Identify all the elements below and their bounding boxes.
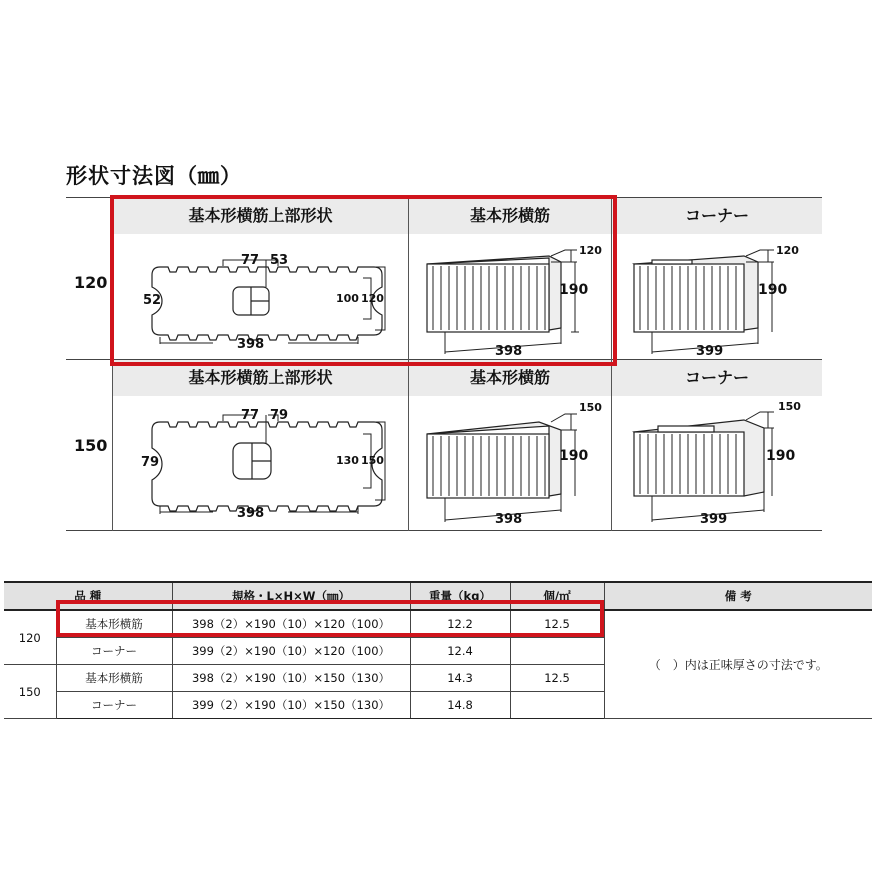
col-header-per-m2: 個/㎡ (510, 582, 604, 610)
top-opening-width-150: 77 (241, 408, 260, 423)
top-opening-width-120: 77 (241, 253, 260, 268)
top-end-depth-120: 52 (143, 293, 162, 308)
basic-height-150: 190 (559, 448, 589, 464)
cell-size: 398（2）×190（10）×150（130） (172, 665, 410, 692)
top-length-150: 398 (237, 506, 265, 521)
cell-per-m2: 12.5 (510, 610, 604, 638)
top-inner-width-120: 100 (336, 292, 359, 305)
basic-length-120: 398 (495, 344, 523, 359)
basic-width-150: 150 (579, 401, 602, 414)
cell-kind: コーナー (56, 692, 172, 719)
row-label-120: 120 (74, 273, 108, 292)
cell-size: 398（2）×190（10）×120（100） (172, 610, 410, 638)
top-outer-width-150: 150 (361, 454, 384, 467)
top-view-150 (113, 396, 408, 530)
cell-kind: コーナー (56, 638, 172, 665)
corner-view-120 (612, 234, 822, 359)
group-label-150: 150 (4, 665, 56, 719)
cell-kind: 基本形横筋 (56, 610, 172, 638)
cell-size: 399（2）×190（10）×150（130） (172, 692, 410, 719)
cell-weight: 14.8 (410, 692, 510, 719)
top-opening-depth-150: 79 (270, 408, 289, 423)
cell-per-m2 (510, 638, 604, 665)
corner-height-120: 190 (758, 282, 788, 298)
header-basic: 基本形横筋 (409, 360, 611, 396)
cell-weight: 12.4 (410, 638, 510, 665)
header-top-shape: 基本形横筋上部形状 (113, 198, 408, 234)
cell-per-m2 (510, 692, 604, 719)
row-label-150: 150 (74, 436, 108, 455)
top-inner-width-150: 130 (336, 454, 359, 467)
corner-length-150: 399 (700, 512, 728, 527)
highlight-box-diagram (110, 195, 617, 366)
cell-per-m2: 12.5 (510, 665, 604, 692)
header-top-shape: 基本形横筋上部形状 (113, 360, 408, 396)
cell-weight: 12.2 (410, 610, 510, 638)
corner-height-150: 190 (766, 448, 796, 464)
cell-weight: 14.3 (410, 665, 510, 692)
page-title: 形状寸法図（㎜） (66, 164, 242, 188)
basic-length-150: 398 (495, 512, 523, 527)
header-corner: コーナー (612, 360, 822, 396)
corner-width-150: 150 (778, 400, 801, 413)
top-opening-depth-120: 53 (270, 253, 289, 268)
group-label-120: 120 (4, 610, 56, 665)
corner-length-120: 399 (696, 344, 724, 359)
col-header-size: 規格・L×H×W（㎜） (172, 582, 410, 610)
basic-view-150 (409, 396, 611, 530)
cell-kind: 基本形横筋 (56, 665, 172, 692)
col-header-kind: 品 種 (4, 582, 172, 610)
basic-height-120: 190 (559, 282, 589, 298)
top-end-depth-150: 79 (141, 455, 160, 470)
note-cell: （ ）内は正味厚さの寸法です。 (604, 610, 872, 719)
cell-size: 399（2）×190（10）×120（100） (172, 638, 410, 665)
col-header-note: 備 考 (604, 582, 872, 610)
header-basic: 基本形横筋 (409, 198, 611, 234)
corner-width-120: 120 (776, 244, 799, 257)
header-corner: コーナー (612, 198, 822, 234)
top-outer-width-120: 120 (361, 292, 384, 305)
highlight-box-spec-row (56, 600, 604, 637)
basic-width-120: 120 (579, 244, 602, 257)
col-header-weight: 重量（kg） (410, 582, 510, 610)
corner-view-150 (612, 396, 822, 530)
top-length-120: 398 (237, 337, 265, 352)
